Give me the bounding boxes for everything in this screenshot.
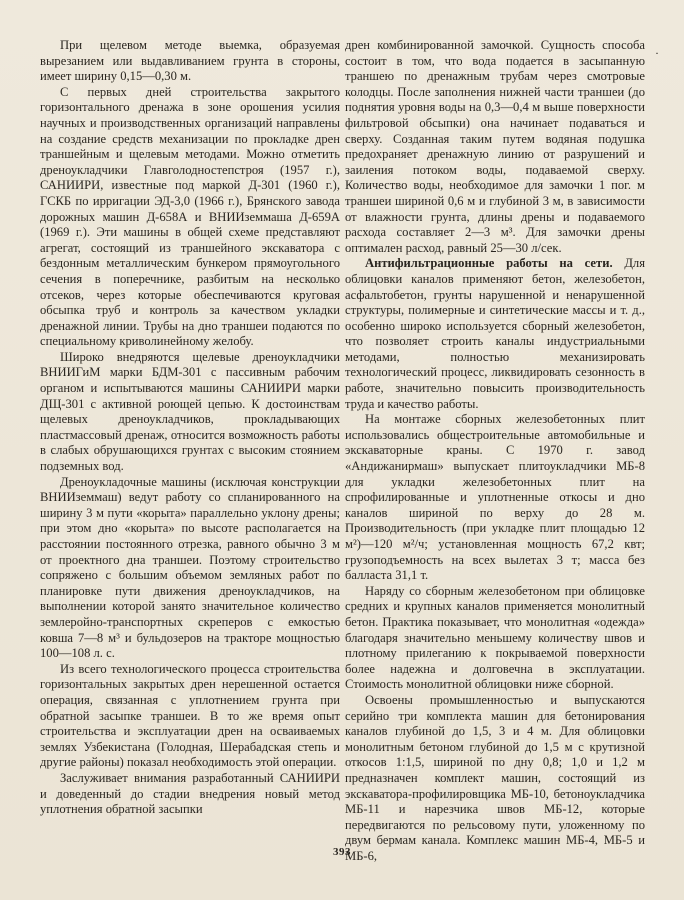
right-column: [345, 38, 645, 864]
paragraph: Дреноукладочные машины (исключая конструкции ВНИИземмаш) ведут работу со спланированного на ширину 3 м пути «корыта» параллельно уклону дрены; при этом дно «корыта» по высоте располагается на расстоянии постоянного отрезка, равного обычно 3 м от проектного дна траншеи. Поэтому строительство сопряжено с большим объемом земляных работ по планировке пути движения дреноукладчиков, на выполнении которой занято значительное количество землеройно-транспортных скреперов с емкостью ковша 7—8 м³ и бульдозеров на тракторе мощностью 100—108 л. с.: [40, 474, 340, 661]
left-column: [40, 38, 340, 818]
paragraph: [345, 38, 645, 256]
paragraph: Заслуживает внимания разработанный САНИИРИ и доведенный до стадии внедрения новый метод уплотнения обратной засыпки: [40, 770, 340, 817]
paragraph: [345, 412, 645, 584]
paragraph: При щелевом методе выемка, образуемая вырезанием или выдавливанием грунта в стороны, имеет ширину 0,15—0,30 м.: [40, 38, 340, 84]
paragraph: Из всего технологического процесса строительства горизонтальных закрытых дрен нерешенной остается операция, связанная с уплотнением грунта при обратной засыпке траншеи. В то же время опыт строительства и эксплуатации дрен на осваиваемых землях Узбекистана (Голодная, Шерабадская степь и другие районы) показал необходимость этой операции.: [40, 661, 340, 770]
paragraph: [345, 584, 645, 693]
paragraph: [345, 256, 645, 412]
paragraph: [345, 693, 645, 865]
paragraph-text: дрен комбинированной замочкой. Сущность способа состоит в том, что вода подается в засыпанную траншею по дренажным трубам через смотровые колодцы. После заполнения нижней части траншеи (до поднятия уровня воды на 0,3—0,4 м выше поверхности фильтровой обсыпки) она начинает подаваться и сверху. Созданная таким путем водяная подушка предохраняет дренажную линию от разрушений и заиления потоком воды, подаваемой сверху. Количество воды, необходимое для замочки 1 пог. м траншеи шириной 0,6 м и глубиной 3 м, в зависимости от влажности грунта, длины дрены и подаваемого расхода составляет 2—3 м³. Для замочки дрены оптимален расход, равный 25—30 л/сек.: [345, 38, 645, 255]
paragraph-text: На монтаже сборных железобетонных плит использовались общестроительные автомобильные и экскаваторные краны. С 1970 г. завод «Андижанирмаш» выпускает плитоукладчики МБ-8 для укладки железобетонных плит на спрофилированные и уплотненные откосы и дно каналов шириной по верху до 28 м. Производительность (при укладке плит площадью 12 м²)—120 м²/ч; установленная мощность 67,2 квт; грузоподъемность на всех вылетах 3 т; масса без балласта 31,1 т.: [345, 412, 645, 583]
print-speck: ·: [655, 46, 659, 60]
paragraph: Широко внедряются щелевые дреноукладчики ВНИИГиМ марки БДМ-301 с пассивным рабочим органом и испытываются машины САНИИРИ марки ДЩ-301 с активной роющей цепью. К достоинствам щелевых дреноукладчиков, прокладывающих пластмассовый дренаж, относится возможность работы в слабых обрушающихся грунтах с высоким стоянием подземных вод.: [40, 349, 340, 474]
paragraph-text: Наряду со сборным железобетоном при облицовке средних и крупных каналов применяется монолитный бетон. Практика показывает, что монолитная «одежда» благодаря значительно меньшему количеству швов и плотному прилеганию к покрываемой поверхности более надежна и долговечна в эксплуатации. Стоимость монолитной облицовки ниже сборной.: [345, 583, 645, 692]
page-number: 393: [333, 846, 351, 858]
paragraph-text: Освоены промышленностью и выпускаются серийно три комплекта машин для бетонирования каналов глубиной до 1,5, 3 и 4 м. Для облицовки монолитным бетоном глубиной до 1,5 м с крутизной откосов 1:1,5, шириной по дну 0,8; 1,0 и 1,2 м предназначен комплект машин, состоящий из экскаватора-профилировщика МБ-10, бетоноукладчика МБ-11 и нарезчика швов МБ-12, которые передвигаются по рельсовому пути, уложенному по двум бермам канала. Комплекс машин МБ-4, МБ-5 и МБ-6,: [345, 692, 645, 863]
paragraph-text: Для облицовки каналов применяют бетон, железобетон, асфальтобетон, грунты нарушенной и ненарушенной структуры, полимерные и синтетические массы и т. д., особенно широко используется сборный железобетон, что позволяет строить каналы индустриальными методами, полностью механизировать технологический процесс, ликвидировать сезонность в работе, значительно повысить производительность труда и качество работы.: [345, 256, 645, 411]
paragraph: С первых дней строительства закрытого горизонтального дренажа в зоне орошения усилия научных и производственных организаций направлены на создание средств механизации по прокладке дрен траншейным и щелевым методами. Можно отметить дреноукладчики Главголодностепстроя (1957 г.), САНИИРИ, известные под маркой Д-301 (1960 г.), ГСКБ по ирригации ЭД-3,0 (1966 г.), Брянского завода дорожных машин Д-658А и ВНИИземмаша Д-659А (1969 г.). Эти машины в общей схеме представляют агрегат, состоящий из траншейного экскаватора с бездонным металлическим бункером прямоугольного сечения в поперечнике, разбитым на несколько отсеков, через которые обеспечиваются круговая обсыпка труб и контроль за качеством укладки дренажной линии. Трубы на дно траншеи подаются по специальному криволинейному желобу.: [40, 84, 340, 349]
section-heading: Антифильтрационные работы на сети.: [365, 256, 613, 271]
